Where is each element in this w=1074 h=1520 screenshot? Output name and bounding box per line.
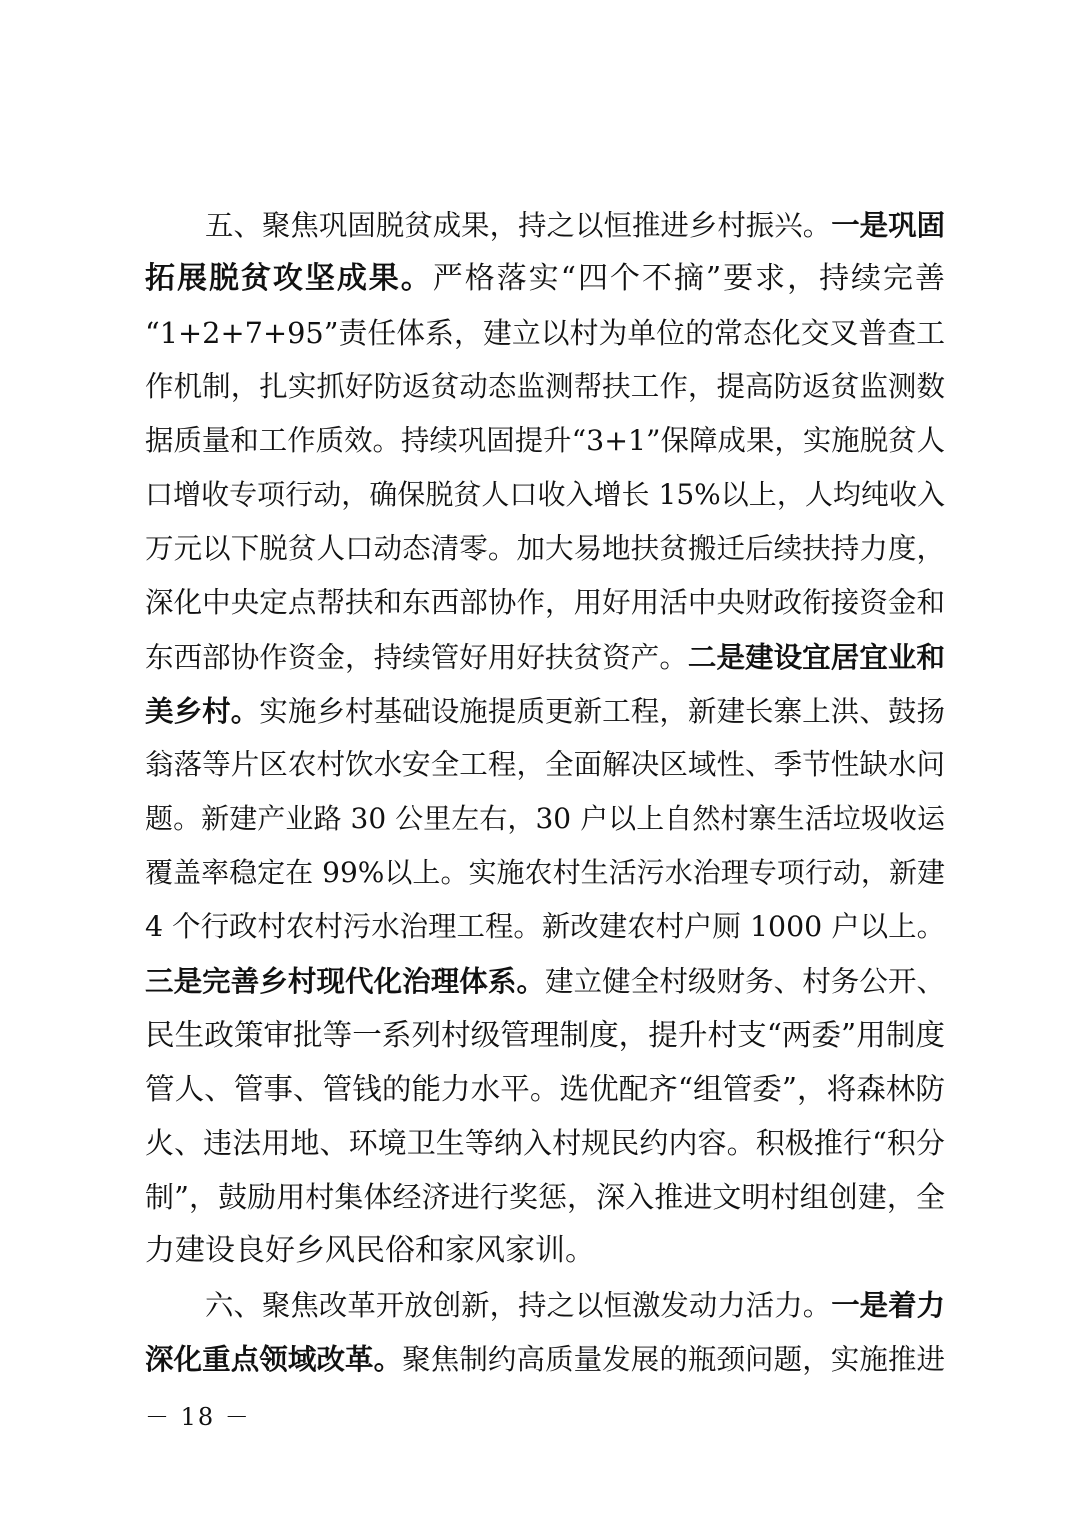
bold-text-run: 一是着力 [831,1288,945,1322]
text-run: 据质量和工作质效。持续巩固提升“3+1”保障成果，实施脱贫人 [145,424,945,457]
text-run: 力建设良好乡风民俗和家风家训。 [145,1233,595,1268]
bold-text-run: 深化重点领域改革。 [145,1342,403,1376]
text-run: “1+2+7+95”责任体系，建立以村为单位的常态化交叉普查工 [145,316,945,350]
paragraph-line [145,630,945,684]
text-run: 六、聚焦改革开放创新，持之以恒激发动力活力。 [205,1289,832,1322]
paragraph-line [145,252,945,306]
text-run: 火、违法用地、环境卫生等纳入村规民约内容。积极推行“积分 [145,1126,945,1160]
paragraph-line [145,468,945,522]
text-run: 东西部协作资金，持续管好用好扶贫资产。 [145,641,688,674]
text-run: 实施乡村基础设施提质更新工程，新建长寨上洪、鼓扬 [259,695,945,728]
text-run: 制”，鼓励用村集体经济进行奖惩，深入推进文明村组创建，全 [145,1180,945,1214]
paragraph-line [145,1116,945,1170]
bold-text-run: 拓展脱贫攻坚成果。 [145,261,433,296]
text-run: 五、聚焦巩固脱贫成果，持之以恒推进乡村振兴。 [205,209,832,242]
paragraph-line [145,522,945,576]
bold-text-run: 二是建设宜居宜业和 [687,640,945,674]
bold-text-run: 美乡村。 [145,694,260,728]
body-text [145,198,945,1386]
paragraph-line [145,954,945,1008]
paragraph-line [145,846,945,900]
paragraph-line [145,576,945,630]
paragraph-line [145,1008,945,1062]
text-run: 翁落等片区农村饮水安全工程，全面解决区域性、季节性缺水问 [145,748,945,781]
paragraph-line [145,738,945,792]
paragraph-line [145,684,945,738]
paragraph-line [145,198,945,252]
paragraph-line [145,1332,945,1386]
text-run: 覆盖率稳定在 99%以上。实施农村生活污水治理专项行动，新建 [145,856,945,889]
paragraph-line [145,306,945,360]
text-run: 万元以下脱贫人口动态清零。加大易地扶贫搬迁后续扶持力度， [145,532,945,565]
bold-text-run: 一是巩固 [831,208,945,242]
text-run: 民生政策审批等一系列村级管理制度，提升村支“两委”用制度 [145,1018,945,1052]
paragraph-line [145,360,945,414]
paragraph-line [145,900,945,954]
bold-text-run: 三是完善乡村现代化治理体系。 [145,964,546,998]
paragraph-line [145,414,945,468]
paragraph-line [145,1224,945,1278]
page-number: － 18 － [145,1403,251,1431]
text-run: 口增收专项行动，确保脱贫人口收入增长 15%以上，人均纯收入 [145,478,945,511]
text-run: 建立健全村级财务、村务公开、 [545,965,945,998]
text-run: 深化中央定点帮扶和东西部协作，用好用活中央财政衔接资金和 [145,586,945,619]
paragraph-line [145,1170,945,1224]
paragraph-line [145,1062,945,1116]
paragraph-line [145,1278,945,1332]
text-run: 管人、管事、管钱的能力水平。选优配齐“组管委”，将森林防 [145,1072,945,1106]
text-run: 题。新建产业路 30 公里左右，30 户以上自然村寨生活垃圾收运 [145,802,945,835]
text-run: 聚焦制约高质量发展的瓶颈问题，实施推进 [402,1343,945,1376]
text-run: 严格落实“四个不摘”要求，持续完善 [432,261,945,296]
text-run: 4 个行政村农村污水治理工程。新改建农村户厕 1000 户以上。 [145,910,945,943]
paragraph-line [145,792,945,846]
text-run: 作机制，扎实抓好防返贫动态监测帮扶工作，提高防返贫监测数 [145,370,945,403]
